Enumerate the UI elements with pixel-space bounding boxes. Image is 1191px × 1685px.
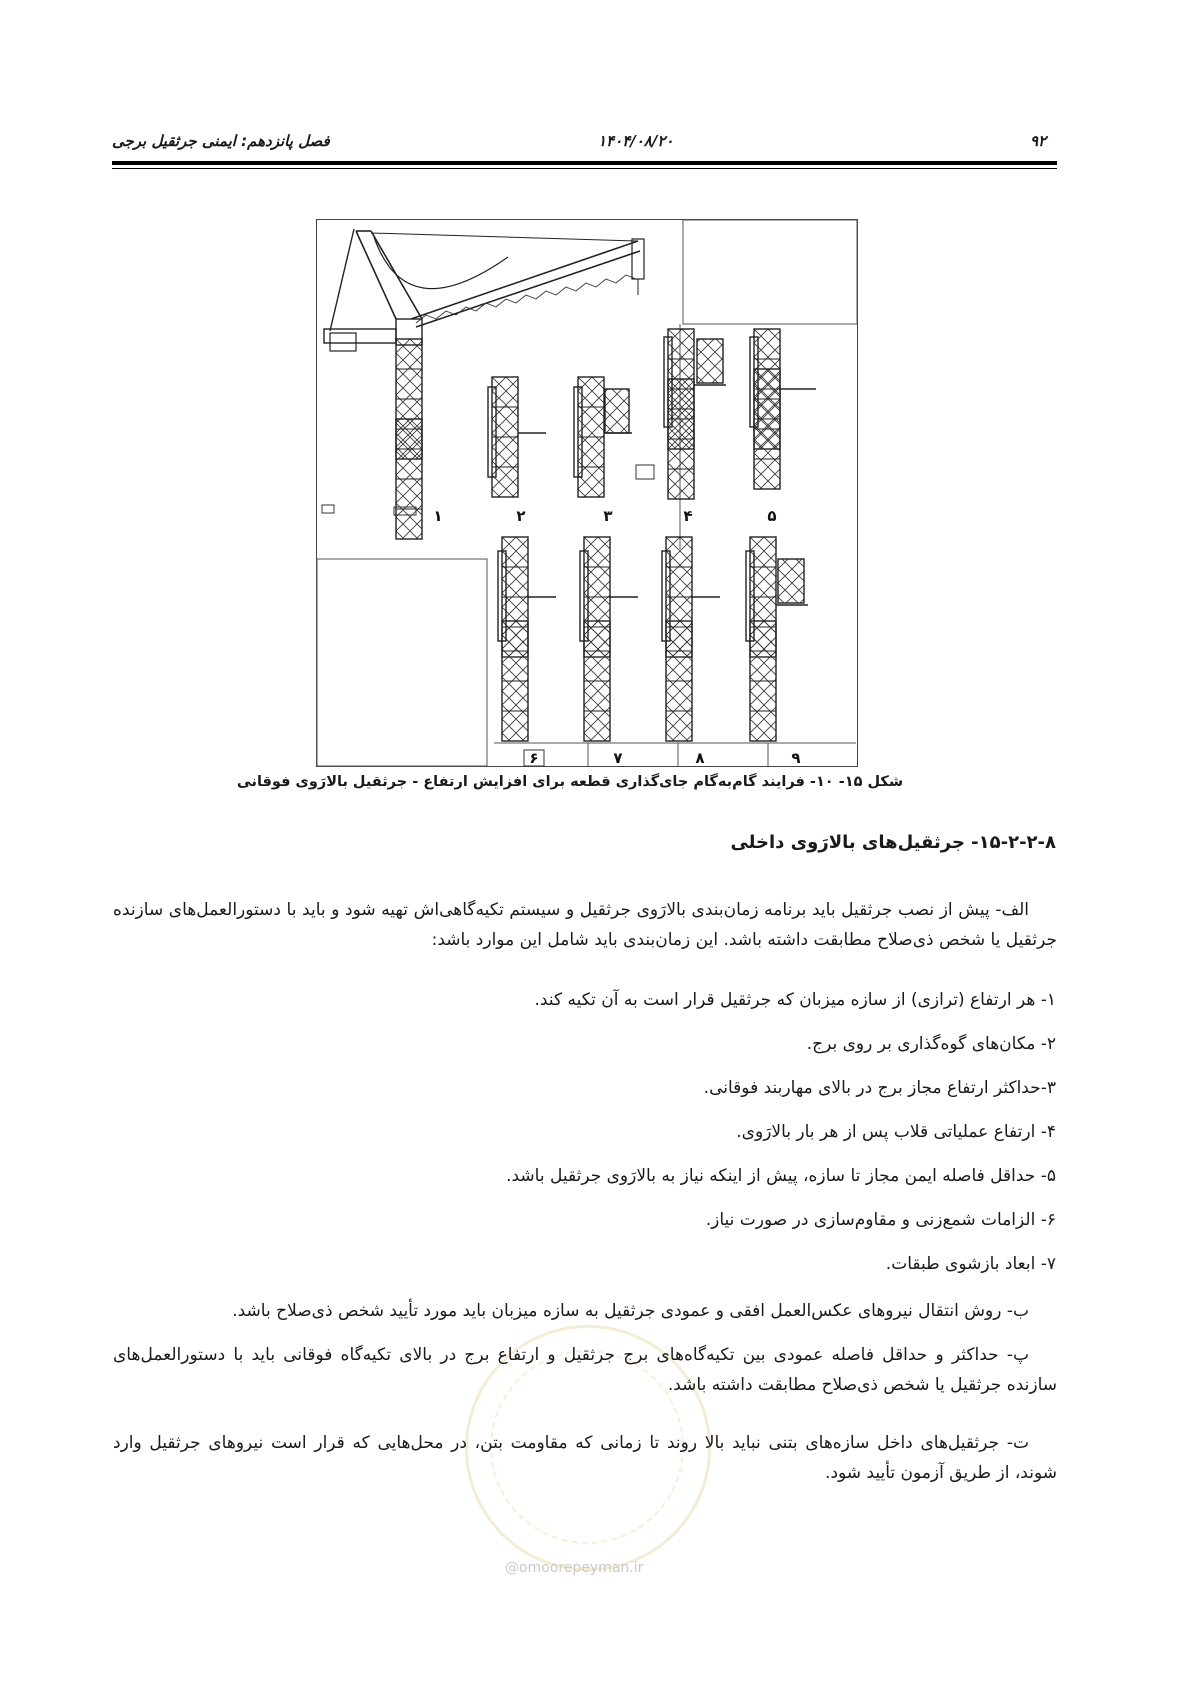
list-item-4: ۴- ارتفاع عملیاتی قلاب پس از هر بار بالارَوی.: [736, 1122, 1056, 1142]
step-label-7: ۷: [613, 749, 623, 767]
paragraph-alef: الف- پیش از نصب جرثقیل باید برنامه زمان‌بندی بالارَوی جرثقیل و سیستم تکیه‌گاهی‌اش تهیه شود و باید با دستورالعمل‌های سازنده جرثقیل یا شخص ذی‌صلاح مطابقت داشته باشد. این زمان‌بندی باید شامل این موارد باشد:: [113, 900, 1057, 950]
watermark-text: @omoorepeyman.ir: [505, 1560, 644, 1576]
crane-step-4: [636, 329, 726, 499]
list-item-7: ۷- ابعاد بازشوی طبقات.: [885, 1254, 1056, 1274]
paragraph-pe: پ- حداکثر و حداقل فاصله عمودی بین تکیه‌گاه‌های برج جرثقیل و ارتفاع برج در بالای تکیه‌گاه فوقانی باید با دستورالعمل‌های سازنده جرثقیل یا شخص ذی‌صلاح مطابقت داشته باشد.: [113, 1345, 1057, 1395]
step-label-6: ۶: [529, 749, 539, 767]
crane-climbing-figure: [316, 219, 858, 767]
running-header-date: ۱۴۰۴/۰۸/۲۰: [598, 132, 674, 150]
list-item-2: ۲- مکان‌های گوه‌گذاری بر روی برج.: [806, 1034, 1056, 1054]
step-label-9: ۹: [791, 749, 801, 767]
page-number: ۹۲: [1030, 132, 1047, 150]
step-label-2: ۲: [516, 507, 526, 525]
list-item-5: ۵- حداقل فاصله ایمن مجاز تا سازه، پیش از اینکه نیاز به بالارَوی جرثقیل باشد.: [506, 1166, 1056, 1186]
crane-step-2: [488, 377, 546, 497]
paragraph-be: ب- روش انتقال نیروهای عکس‌العمل افقی و عمودی جرثقیل به سازه میزبان باید مورد تأیید شخص ذی‌صلاح باشد.: [232, 1301, 1029, 1321]
section-heading: ۱۵-۲-۲-۸- جرثقیل‌های بالارَوی داخلی: [730, 832, 1056, 853]
crane-diagram: [316, 219, 858, 767]
step-label-1: ۱: [433, 507, 443, 525]
figure-caption: شکل ۱۵- ۱۰- فرایند گام‌به‌گام جای‌گذاری قطعه برای افزایش ارتفاع - جرثقیل بالارَوی فوقانی: [236, 774, 904, 790]
list-item-1: ۱- هر ارتفاع (ترازی) از سازه میزبان که جرثقیل قرار است به آن تکیه کند.: [534, 990, 1056, 1010]
crane-step-8: [662, 537, 720, 741]
crane-step-9: [746, 537, 808, 741]
step-label-5: ۵: [767, 507, 777, 525]
step-label-4: ۴: [683, 507, 693, 525]
crane-step-7: [580, 537, 638, 741]
list-item-6: ۶- الزامات شمع‌زنی و مقاوم‌سازی در صورت نیاز.: [705, 1210, 1056, 1230]
step-label-3: ۳: [603, 507, 613, 525]
crane-step-6: [498, 537, 556, 741]
header-rule-thick: [112, 161, 1057, 165]
paragraph-te: ت- جرثقیل‌های داخل سازه‌های بتنی نباید بالا روند تا زمانی که مقاومت بتن، در محل‌هایی که قرار است نیروهای جرثقیل وارد شوند، از طریق آزمون تأیید شود.: [113, 1433, 1057, 1483]
list-item-3: ۳-حداکثر ارتفاع مجاز برج در بالای مهاربند فوقانی.: [703, 1078, 1056, 1098]
header-rule-thin: [112, 168, 1057, 169]
crane-step-5: [750, 329, 816, 489]
crane-step-3: [574, 377, 632, 497]
running-header-chapter-title: فصل پانزدهم: ایمنی جرثقیل برجی: [112, 132, 330, 150]
step-label-8: ۸: [695, 749, 705, 767]
